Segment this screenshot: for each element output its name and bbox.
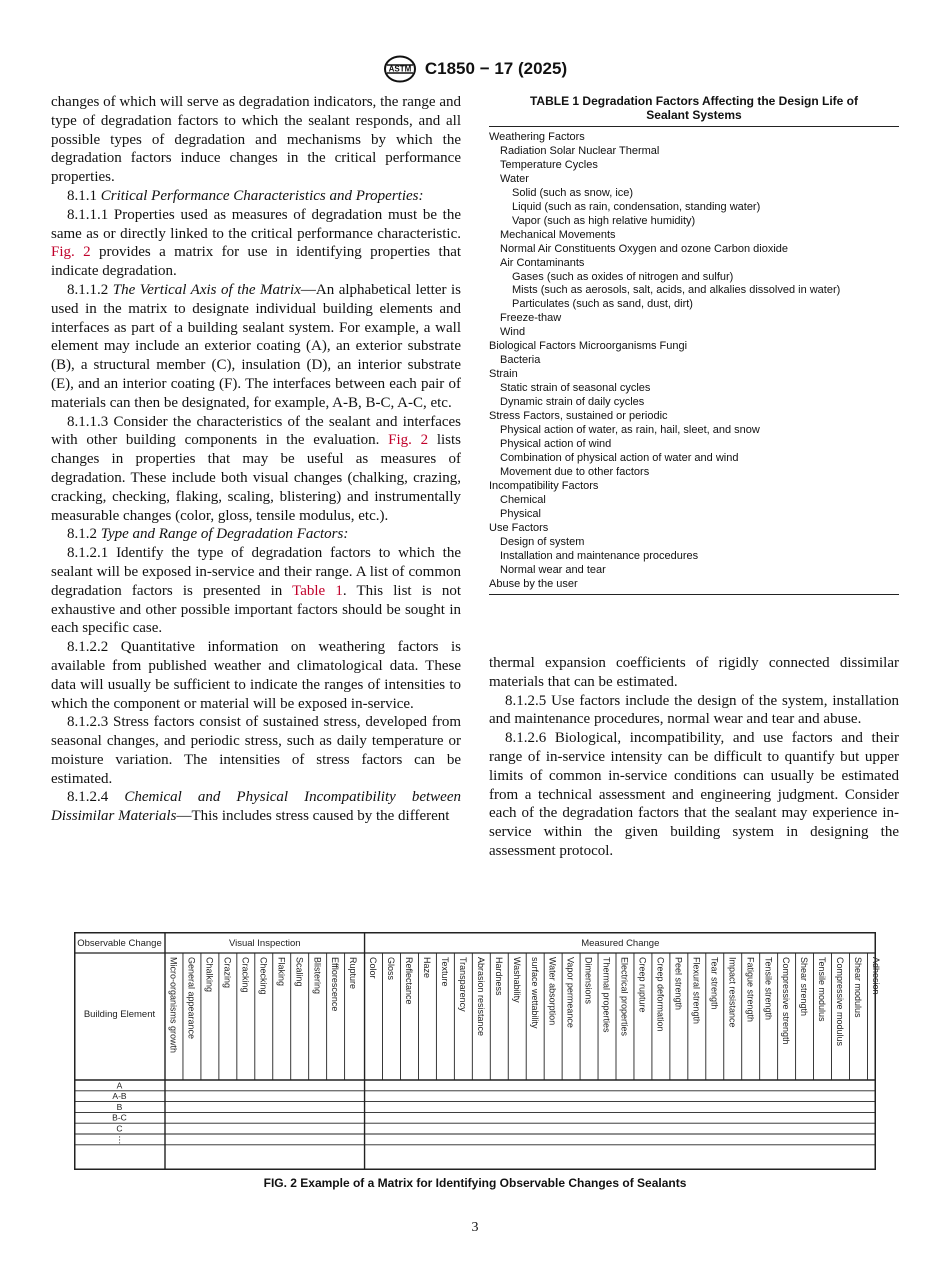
paragraph-8-1-1-3: 8.1.1.3 Consider the characteristics of the sealant and interfaces with other building components in the evaluation. Fig. 2 lists changes in properties that may be useful as measures of degradation. These include both visual changes (chalking, crazing, cracking, checking, flaking, scaling, blistering) and instrumentally measurable changes (color, gloss, tensile modulus, etc.). [51,413,462,524]
column-label: Gloss [386,957,397,981]
fig2-link[interactable]: Fig. 2 [388,432,429,449]
column-label: Peel strength [673,957,684,1011]
column-label: Shear strength [799,957,810,1017]
column-label: Fatigue strength [745,957,756,1023]
table-1-row: Normal Air Constituents Oxygen and ozone Carbon dioxide [500,242,788,255]
fig2-link[interactable]: Fig. 2 [51,244,91,261]
paragraph-8-1-2-2: 8.1.2.2 Quantitative information on weathering factors is available from published weather and climatological data. These data will usually be sufficient to indicate the ranges of intensities to which the component or material will be exposed in-service. [51,639,461,712]
column-label: Chalking [204,957,215,993]
paragraph-8-1-2-5: 8.1.2.5 Use factors include the design of the system, installation and maintenance procedures, normal wear and tear and abuse. [489,692,899,728]
column-label: Vapor permeance [565,957,576,1028]
column-label: Washability [511,957,522,1003]
section-8-1-1-heading: 8.1.1 Critical Performance Characteristics and Properties: [67,187,424,204]
table-1-row: Solid (such as snow, ice) [512,186,634,199]
page-header [0,56,950,82]
column-label: Scaling [294,957,305,987]
column-label: Shear modulus [853,957,864,1018]
table-1-row: Freeze-thaw [500,312,562,325]
paragraph-8-1-2-1: 8.1.2.1 Identify the type of degradation factors to which the sealant will be exposed in-service and their range. A list of common degradation factors is presented in Table 1. This list is not exhaustive and other possible important factors should be sought in each specific case. [51,545,461,637]
paragraph-8-1-2-3: 8.1.2.3 Stress factors consist of sustained stress, developed from seasonal changes, and periodic stress, such as daily temperature or moisture variation. The intensities of stress factors can be estimated. [51,714,461,787]
row-label: B-C [112,1112,127,1123]
column-label: surface wettability [529,957,540,1029]
table-1-row: Strain [489,368,518,381]
column-label: Transparency [457,957,468,1012]
measured-change-label: Measured Change [581,938,660,949]
table-1-row: Weathering Factors [489,131,585,143]
column-label: Tear strength [709,957,720,1010]
column-label: Tensile modulus [817,957,828,1022]
column-label: Texture [439,957,450,987]
column-label: Flexural strength [691,957,702,1025]
row-label: ⋮ [115,1134,124,1145]
visual-inspection-label: Visual Inspection [228,938,301,949]
table-1-row: Temperature Cycles [500,158,598,171]
table-1-row: Gases (such as oxides of nitrogen and sulfur) [512,270,734,283]
table-1-row: Installation and maintenance procedures [500,549,699,562]
table-1-row: Physical action of water, as rain, hail, sleet, and snow [500,424,760,437]
column-label: General appearance [186,957,197,1040]
table-1-row: Radiation Solar Nuclear Thermal [500,144,660,157]
column-label: Efflorescence [330,957,341,1012]
column-label: Thermal properties [601,957,612,1033]
table-1-row: Static strain of seasonal cycles [500,382,651,395]
column-label: Abrasion resistance [475,957,486,1037]
table-1-row: Bacteria [500,354,541,367]
table-1-row: Biological Factors Microorganisms Fungi [489,340,688,353]
column-label: Crazing [222,957,233,989]
paragraph-8-1-2-4-continued: thermal expansion coefficients of rigidly connected dissimilar materials that can be estimated. [489,655,899,690]
column-label: Checking [258,957,269,995]
table-1-row: Liquid (such as rain, condensation, standing water) [512,200,761,213]
column-label: Blistering [312,957,323,995]
corner-label: Observable Change [77,938,162,949]
paragraph-8-1-2-4: 8.1.2.4 Chemical and Physical Incompatibility between Dissimilar Materials—This includes stress caused by the different [51,789,461,825]
section-8-1-2-heading: 8.1.2 Type and Range of Degradation Factors: [67,526,349,543]
row-label: B [116,1101,123,1112]
column-label: Cracking [240,957,251,993]
figure-2-caption: FIG. 2 Example of a Matrix for Identifying Observable Changes of Sealants [263,1176,687,1190]
table-1-row: Incompatibility Factors [489,479,599,492]
column-label: Adhesion [871,957,882,995]
astm-logo-icon [383,55,417,83]
row-label: A [116,1080,123,1091]
column-label: Reflectance [404,957,415,1005]
column-label: Hardness [493,957,504,996]
column-label: Tensile strength [763,957,774,1021]
paragraph-8-1-1-1: 8.1.1.1 Properties used as measures of degradation must be the same as or directly linked to the critical performance characteristic. Fig. 2 provides a matrix for use in identifying properties that indicate degradation. [51,206,462,280]
table1-link[interactable]: Table 1 [292,582,343,599]
table-1-row: Use Factors [489,521,549,534]
table-1-row: Water [500,172,529,185]
right-column-text [489,654,899,861]
table-1-body [489,126,899,595]
table-1-row: Mists (such as aerosols, salt, acids, and alkalies dissolved in water) [512,284,841,297]
table-1-row: Physical action of wind [500,437,612,450]
paragraph-8-1-2-6: 8.1.2.6 Biological, incompatibility, and use factors and their range of in-service intensity can be difficult to quantify but upper limits of common in-service conditions can usually be estimated from a technical assessment and engineering judgment. Consider each of the degradation factors that the sealant may experience in-service within the given building system in designing the assessment protocol. [489,730,899,859]
svg-text:ASTM: ASTM [388,64,412,74]
column-label: Compressive strength [781,957,792,1045]
table-1-caption: TABLE 1 Degradation Factors Affecting the Design Life of Sealant Systems [529,94,859,122]
column-label: Water absorption [547,957,558,1026]
table-1-row: Abuse by the user [489,577,578,590]
page-number: 3 [471,1220,479,1235]
table-1-row: Combination of physical action of water and wind [500,451,739,464]
table-1-row: Dynamic strain of daily cycles [500,396,645,409]
column-label: Flaking [276,957,287,987]
column-label: Haze [422,957,433,979]
paragraph-8-1-1-2: 8.1.1.2 The Vertical Axis of the Matrix—An alphabetical letter is used in the matrix to designate individual building elements and interfaces as part of a building sealant system. For example, a wall element may include an exterior coating (A), an exterior substrate (B), a structural member (C), insulation (D), an interior substrate (E), and an interior coating (F). The interfaces between each pair of materials can then be designated, for example, A-B, B-C, A-C, etc. [51,281,462,411]
paragraph-intro-continued: changes of which will serve as degradation indicators, the range and type of degradation factors to which the sealant responds, and all possible types of degradation and mechanisms by which the degradation factors induce changes in the critical performance properties. [51,94,461,186]
column-label: Dimensions [583,957,594,1005]
figure-2-matrix [74,932,882,1170]
row-label: C [116,1123,123,1134]
table-1-row: Particulates (such as sand, dust, dirt) [512,298,693,311]
column-label: Compressive modulus [835,957,846,1047]
row-label: A-B [112,1091,127,1102]
table-1-row: Normal wear and tear [500,563,606,576]
table-1-row: Mechanical Movements [500,228,616,241]
table-1-row: Stress Factors, sustained or periodic [489,410,668,423]
table-1-row: Wind [500,326,526,339]
table-1-row: Chemical [500,493,546,506]
left-column [51,93,461,826]
column-label: Color [368,957,379,979]
column-label: Creep deformation [655,957,666,1032]
column-label: Electrical properties [619,957,630,1037]
column-label: Rupture [348,957,359,990]
table-1-row: Physical [500,507,541,520]
table-1-row: Design of system [500,535,585,548]
document-designation: C1850 − 17 (2025) [424,59,568,78]
column-label: Impact resistance [727,957,738,1028]
table-1-row: Vapor (such as high relative humidity) [512,214,696,227]
column-label: Creep rupture [637,957,648,1013]
table-1-row: Air Contaminants [500,256,585,269]
table-1 [489,94,899,595]
table-1-row: Movement due to other factors [500,465,650,478]
building-element-label: Building Element [83,1009,156,1020]
column-label: Micro-organisms growth [168,957,179,1054]
